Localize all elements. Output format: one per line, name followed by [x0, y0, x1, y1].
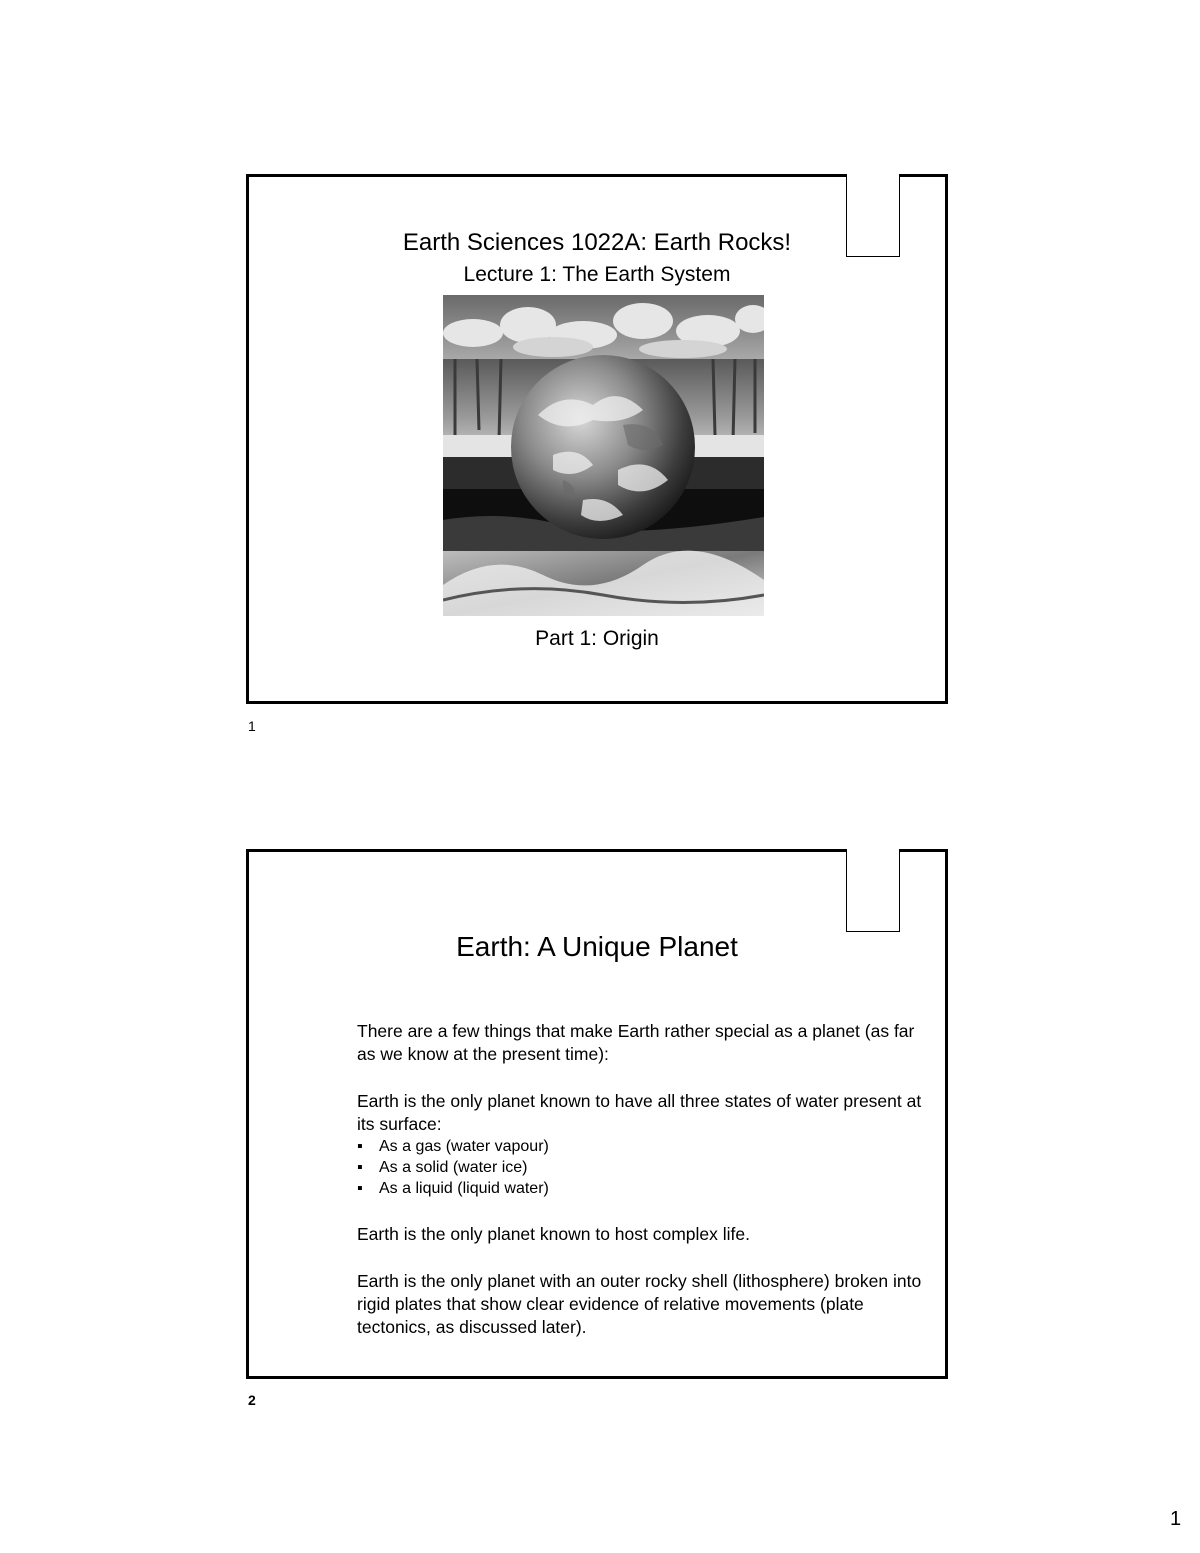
bullet-icon: ▪ [357, 1180, 363, 1197]
earth-collage-image [443, 295, 764, 616]
slide-2-title: Earth: A Unique Planet [456, 931, 738, 962]
bullet-icon: ▪ [357, 1159, 363, 1176]
plates-paragraph: Earth is the only planet with an outer rocky shell (lithosphere) broken into rigid plates that show clear evidence of relative movements (plate tectonics, as discussed later). [357, 1271, 922, 1337]
list-item: ▪ As a solid (water ice) [357, 1159, 528, 1176]
slide-2-body [357, 1020, 937, 1363]
list-item: ▪ As a gas (water vapour) [357, 1138, 549, 1155]
slide-1-part-label: Part 1: Origin [535, 627, 659, 650]
page-number: 1 [1170, 1508, 1182, 1530]
slide-2 [246, 849, 948, 1379]
list-item: ▪ As a liquid (liquid water) [357, 1180, 549, 1197]
water-states-list [357, 1136, 937, 1199]
water-paragraph: Earth is the only planet known to have all three states of water present at its surface: [357, 1091, 922, 1134]
slide-1-number: 1 [248, 718, 256, 734]
slide-1 [246, 174, 948, 704]
bullet-icon: ▪ [357, 1138, 363, 1155]
slide-1-subtitle: Lecture 1: The Earth System [463, 263, 731, 286]
slide-2-number: 2 [248, 1392, 256, 1408]
intro-paragraph: There are a few things that make Earth rather special as a planet (as far as we know at the present time): [357, 1021, 915, 1064]
slide-1-title: Earth Sciences 1022A: Earth Rocks! [402, 229, 792, 256]
life-paragraph: Earth is the only planet known to host complex life. [357, 1224, 750, 1244]
slide-2-corner-box [846, 849, 900, 932]
